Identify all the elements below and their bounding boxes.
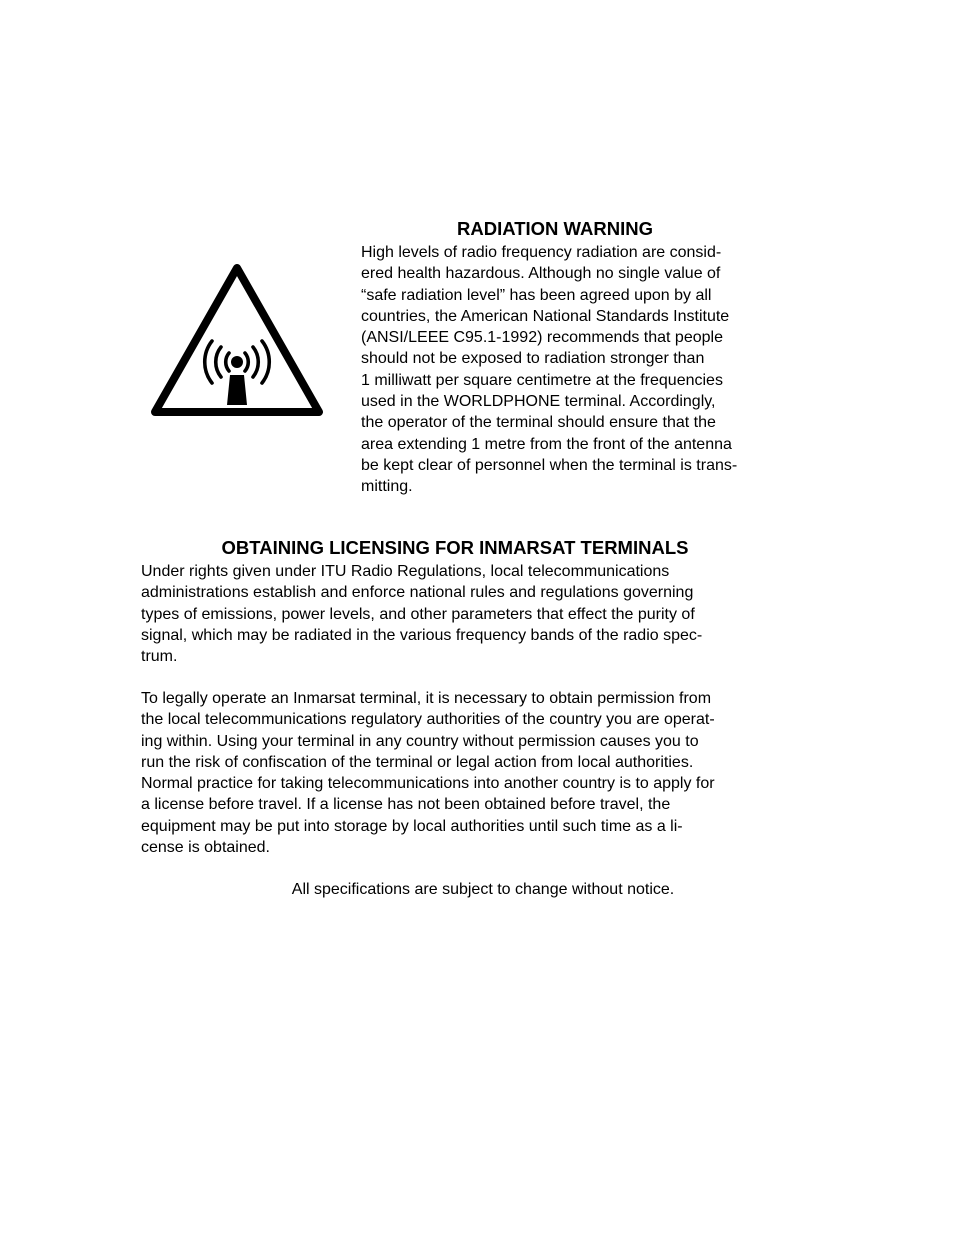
text-line: area extending 1 metre from the front of the antenna — [361, 435, 732, 453]
text-line: should not be exposed to radiation stronger than — [361, 350, 705, 368]
text-line: Under rights given under ITU Radio Regulations, local telecommunications — [141, 563, 670, 580]
licensing-heading: OBTAINING LICENSING FOR INMARSAT TERMINALS — [221, 537, 689, 558]
text-line: signal, which may be radiated in the various frequency bands of the radio spec- — [141, 626, 703, 644]
text-line: trum. — [141, 648, 178, 666]
licensing-paragraph-1 — [141, 561, 821, 667]
radiation-warning-triangle-icon — [149, 262, 325, 418]
licensing-paragraph-2 — [141, 688, 821, 858]
radiation-warning-heading: RADIATION WARNING — [457, 218, 653, 239]
text-line: “safe radiation level” has been agreed upon by all — [361, 286, 712, 304]
text-line: the operator of the terminal should ensure that the — [361, 414, 716, 432]
text-line: cense is obtained. — [141, 839, 270, 857]
text-line: run the risk of confiscation of the terminal or legal action from local authorities. — [141, 753, 694, 771]
text-line: To legally operate an Inmarsat terminal, it is necessary to obtain permission from — [141, 690, 712, 707]
text-line: Normal practice for taking telecommunications into another country is to apply for — [141, 775, 715, 793]
text-line: the local telecommunications regulatory authorities of the country you are operat- — [141, 711, 715, 729]
text-line: 1 milliwatt per square centimetre at the frequencies — [361, 371, 723, 389]
text-line: be kept clear of personnel when the terminal is trans- — [361, 456, 738, 474]
specifications-notice: All specifications are subject to change without notice. — [291, 881, 675, 898]
text-line: used in the WORLDPHONE terminal. Accordingly, — [361, 393, 716, 411]
radiation-warning-text — [361, 242, 801, 498]
text-line: High levels of radio frequency radiation are consid- — [361, 244, 722, 261]
text-line: countries, the American National Standards Institute — [361, 307, 730, 325]
text-line: a license before travel. If a license has not been obtained before travel, the — [141, 796, 671, 814]
text-line: ered health hazardous. Although no single value of — [361, 265, 721, 283]
text-line: ing within. Using your terminal in any country without permission causes you to — [141, 732, 699, 750]
text-line: types of emissions, power levels, and other parameters that effect the purity of — [141, 605, 695, 623]
text-line: equipment may be put into storage by local authorities until such time as a li- — [141, 817, 683, 835]
text-line: mitting. — [361, 478, 413, 496]
text-line: (ANSI/LEEE C95.1-1992) recommends that people — [361, 329, 723, 347]
text-line: administrations establish and enforce national rules and regulations governing — [141, 584, 694, 602]
